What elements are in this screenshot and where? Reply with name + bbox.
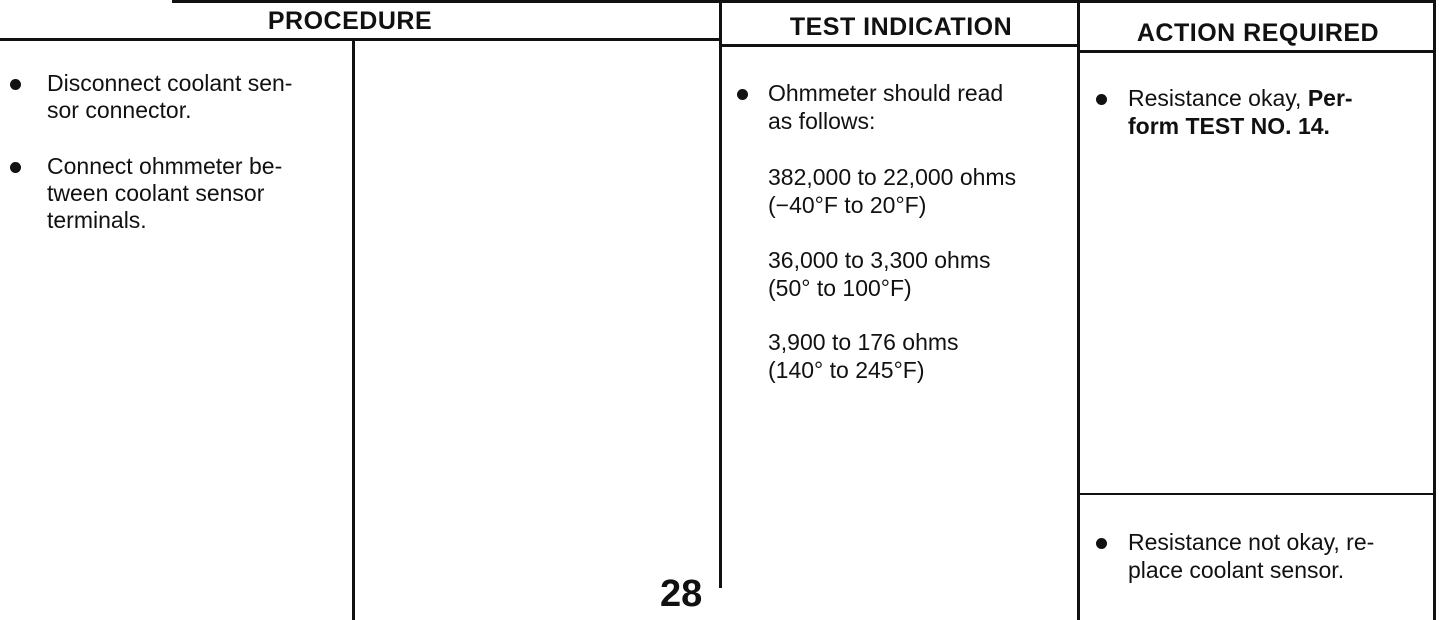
resistance-range-2: 36,000 to 3,300 ohms [768,247,991,273]
procedure-step-2-line-3: terminals. [47,207,147,233]
test-intro-line-2: as follows: [768,108,876,134]
right-border [1433,0,1436,620]
procedure-step-1-line-1: Disconnect coolant sen- [47,70,293,96]
header-bottom-rule-test [722,44,1080,47]
temperature-range-1: (−40°F to 20°F) [768,192,927,218]
header-action-required: ACTION REQUIRED [1136,19,1380,47]
page-number: 28 [660,573,703,615]
column-divider-procedure-test [719,0,722,588]
header-test-indication: TEST INDICATION [789,13,1013,41]
action-row-divider [1080,493,1436,495]
temperature-range-2: (50° to 100°F) [768,275,912,301]
temperature-range-3: (140° to 245°F) [768,357,925,383]
action-1-plain-text: Resistance okay, [1128,85,1308,111]
action-1-line-2: form TEST NO. 14. [1128,113,1330,139]
bullet-icon [10,162,21,173]
bullet-icon [1096,538,1107,549]
column-divider-test-action [1077,0,1080,620]
header-procedure: PROCEDURE [267,7,433,35]
action-1-line-1 [1128,85,1353,112]
bullet-icon [737,89,748,100]
top-rule [172,0,1436,3]
bullet-icon [10,79,21,90]
action-2-line-1: Resistance not okay, re- [1128,529,1375,555]
header-bottom-rule-action [1080,50,1436,53]
action-2-line-2: place coolant sensor. [1128,557,1345,583]
test-intro-line-1: Ohmmeter should read [768,80,1004,106]
resistance-range-3: 3,900 to 176 ohms [768,329,959,355]
action-1-bold-text: Per- [1307,85,1353,111]
procedure-step-2-line-1: Connect ohmmeter be- [47,153,283,179]
procedure-step-2-line-2: tween coolant sensor [47,180,265,206]
procedure-step-1-line-2: sor connector. [47,97,192,123]
header-bottom-rule-procedure [0,38,722,41]
procedure-divider [352,40,355,620]
bullet-icon [1096,94,1107,105]
resistance-range-1: 382,000 to 22,000 ohms [768,164,1017,190]
